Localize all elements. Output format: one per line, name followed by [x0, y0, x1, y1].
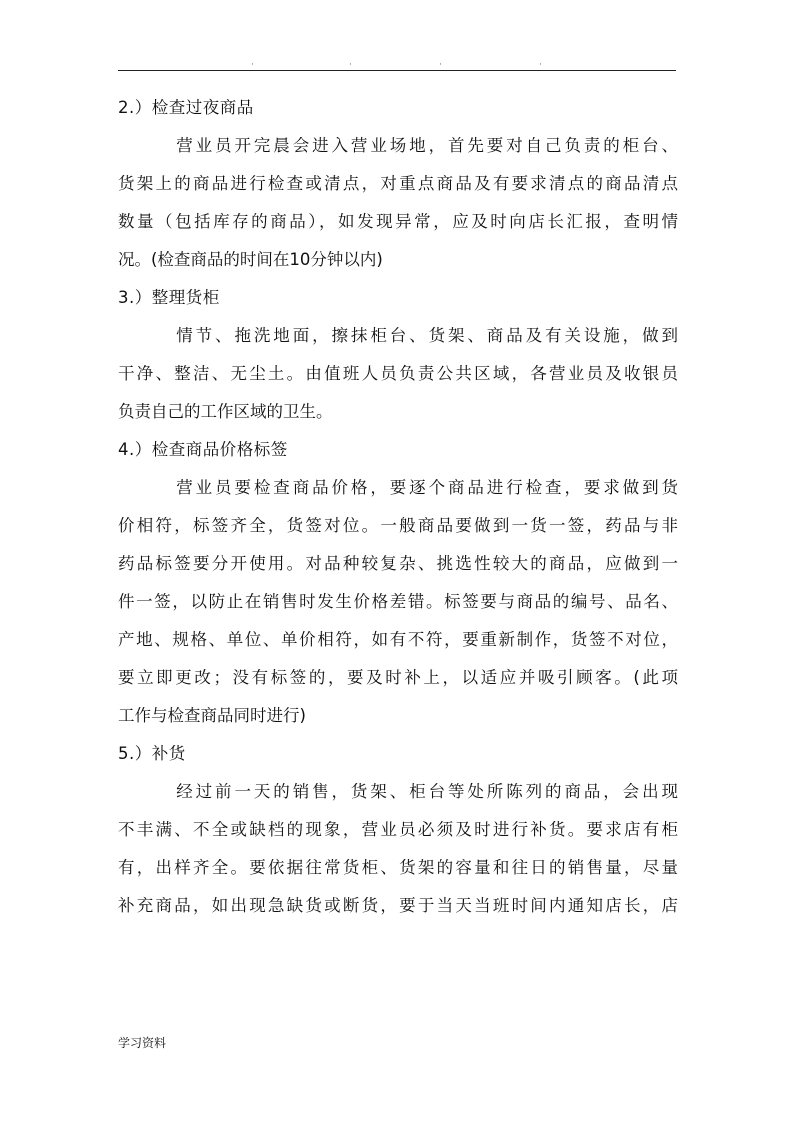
header-dot: · [539, 60, 542, 70]
paragraph-line: 件一签，以防止在销售时发生价格差错。标签要与商品的编号、品名、 [118, 592, 678, 611]
paragraph-line: 有，出样齐全。要依据往常货柜、货架的容量和往日的销售量，尽量 [118, 858, 678, 877]
paragraph-line: 营业员要检查商品价格，要逐个商品进行检查，要求做到货 [118, 478, 678, 497]
paragraph-line: 经过前一天的销售，货架、柜台等处所陈列的商品，会出现 [118, 782, 678, 801]
section-heading: 2.）检查过夜商品 [118, 98, 254, 117]
header-dots [118, 60, 676, 70]
paragraph-line: 药品标签要分开使用。对品种较复杂、挑选性较大的商品，应做到一 [118, 554, 678, 573]
paragraph-line: 工作与检查商品同时进行) [118, 706, 306, 725]
section-paragraph [118, 136, 678, 270]
section-paragraph [118, 782, 678, 916]
paragraph-line: 干净、整洁、无尘土。由值班人员负责公共区域，各营业员及收银员 [118, 364, 678, 383]
section-heading: 4.）检查商品价格标签 [118, 440, 288, 459]
header-dot: · [439, 60, 442, 70]
paragraph-line: 情节、拖洗地面，擦抹柜台、货架、商品及有关设施，做到 [118, 326, 678, 345]
document-body [118, 98, 678, 916]
section-heading: 3.）整理货柜 [118, 288, 220, 307]
paragraph-line: 货架上的商品进行检查或清点，对重点商品及有要求清点的商品清点 [118, 174, 678, 193]
section-paragraph [118, 326, 678, 422]
paragraph-line: 负责自己的工作区域的卫生。 [118, 402, 333, 421]
section-paragraph [118, 478, 678, 726]
paragraph-line: 补充商品，如出现急缺货或断货，要于当天当班时间内通知店长，店 [118, 896, 678, 915]
paragraph-line: 价相符，标签齐全，货签对位。一般商品要做到一货一签，药品与非 [118, 516, 678, 535]
paragraph-line: 营业员开完晨会进入营业场地，首先要对自己负责的柜台、 [118, 136, 678, 155]
paragraph-line: 数量（包括库存的商品），如发现异常，应及时向店长汇报，查明情 [118, 212, 678, 231]
header-dot: · [349, 60, 352, 70]
section-heading: 5.）补货 [118, 744, 186, 763]
header-rule [118, 70, 676, 71]
paragraph-line: 况。(检查商品的时间在10分钟以内) [118, 250, 383, 269]
header-dot: · [251, 60, 254, 70]
paragraph-line: 产地、规格、单位、单价相符，如有不符，要重新制作，货签不对位， [118, 630, 678, 649]
paragraph-line: 不丰满、不全或缺档的现象，营业员必须及时进行补货。要求店有柜 [118, 820, 678, 839]
page-footer: 学习资料 [118, 1036, 167, 1050]
paragraph-line: 要立即更改；没有标签的，要及时补上，以适应并吸引顾客。(此项 [118, 668, 678, 687]
